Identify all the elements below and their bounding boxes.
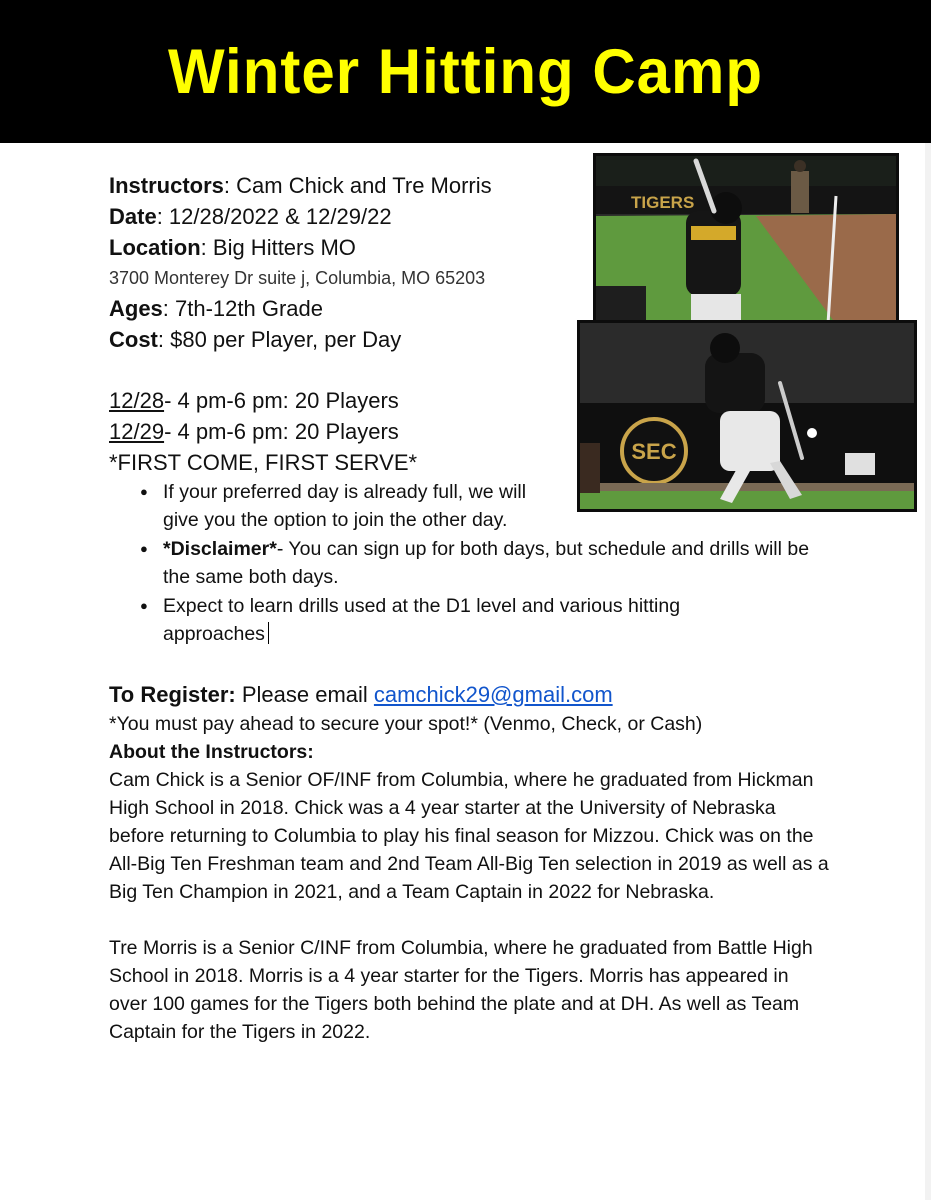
date-line	[109, 201, 829, 232]
list-item	[140, 478, 830, 534]
text-cursor	[268, 622, 270, 644]
instructors-line	[109, 170, 829, 201]
ages-value: : 7th-12th Grade	[162, 296, 324, 321]
location-label: Location	[109, 235, 201, 260]
about-heading-text: About the Instructors:	[109, 741, 314, 763]
bullet-text: If your preferred day is already full, we will give you the option to join the other day.	[163, 481, 527, 531]
payment-note: *You must pay ahead to secure your spot!* (Venmo, Check, or Cash)	[109, 713, 703, 735]
date-label: Date	[109, 204, 157, 229]
date-value: : 12/28/2022 & 12/29/22	[156, 204, 392, 229]
spacer	[109, 906, 829, 934]
bullet-text-wrap	[163, 592, 783, 648]
ages-line	[109, 293, 829, 324]
cost-label: Cost	[109, 327, 158, 352]
list-item	[140, 592, 830, 648]
about-tre-paragraph: Tre Morris is a Senior C/INF from Columbia, where he graduated from Battle High School in 2018. Morris is a 4 year starter for the Tigers. Morris has appeared in over 100 games for the Tigers both behind the plate and at DH. As well as Team Captain for the Tigers in 2022.	[109, 937, 813, 1043]
cost-line	[109, 324, 829, 355]
session-date: 12/29	[109, 419, 165, 444]
register-label: To Register:	[109, 682, 236, 707]
register-text: Please email	[235, 682, 374, 707]
page-edge	[925, 143, 931, 1200]
session-info: - 4 pm-6 pm: 20 Players	[164, 388, 399, 413]
location-line	[109, 232, 829, 263]
bullet-text: Expect to learn drills used at the D1 level and various hitting approaches	[163, 595, 681, 645]
instructors-label: Instructors	[109, 173, 224, 198]
session-info: - 4 pm-6 pm: 20 Players	[164, 419, 399, 444]
location-value: : Big Hitters MO	[200, 235, 356, 260]
instructors-value: : Cam Chick and Tre Morris	[223, 173, 492, 198]
address-text: 3700 Monterey Dr suite j, Columbia, MO 65203	[109, 268, 486, 288]
bullet-icon: ●	[140, 484, 148, 499]
about-cam-paragraph: Cam Chick is a Senior OF/INF from Columbia, where he graduated from Hickman High School in 2018. Chick was a 4 year starter at the University of Nebraska before returning to Columbia to play his final season for Mizzou. Chick was on the All-Big Ten Freshman team and 2nd Team All-Big Ten selection in 2019 as well as a Big Ten Champion in 2021, and a Team Captain in 2022 for Nebraska.	[109, 769, 829, 903]
sec-logo-text: SEC	[631, 439, 677, 464]
first-come-text: *FIRST COME, FIRST SERVE*	[109, 450, 418, 475]
page-title: Winter Hitting Camp	[167, 36, 764, 107]
flyer-content	[109, 170, 829, 1046]
disclaimer-label: *Disclaimer*	[163, 538, 277, 560]
session-line	[109, 416, 829, 447]
register-line	[109, 680, 829, 710]
tigers-wall-text: TIGERS	[631, 193, 695, 212]
session-line	[109, 385, 829, 416]
bullet-text-wrap	[163, 535, 823, 591]
notes-list	[109, 478, 830, 648]
list-item	[140, 535, 830, 591]
email-link[interactable]: camchick29@gmail.com	[373, 682, 613, 707]
bullet-text: - You can sign up for both days, but schedule and drills will be the same both days.	[163, 538, 810, 588]
cost-value: : $80 per Player, per Day	[157, 327, 402, 352]
session-date: 12/28	[109, 388, 165, 413]
ages-label: Ages	[109, 296, 163, 321]
spacer	[109, 355, 829, 385]
title-banner	[0, 0, 931, 143]
bullet-icon: ●	[140, 541, 148, 556]
about-heading	[109, 738, 829, 766]
bullet-icon: ●	[140, 598, 148, 613]
